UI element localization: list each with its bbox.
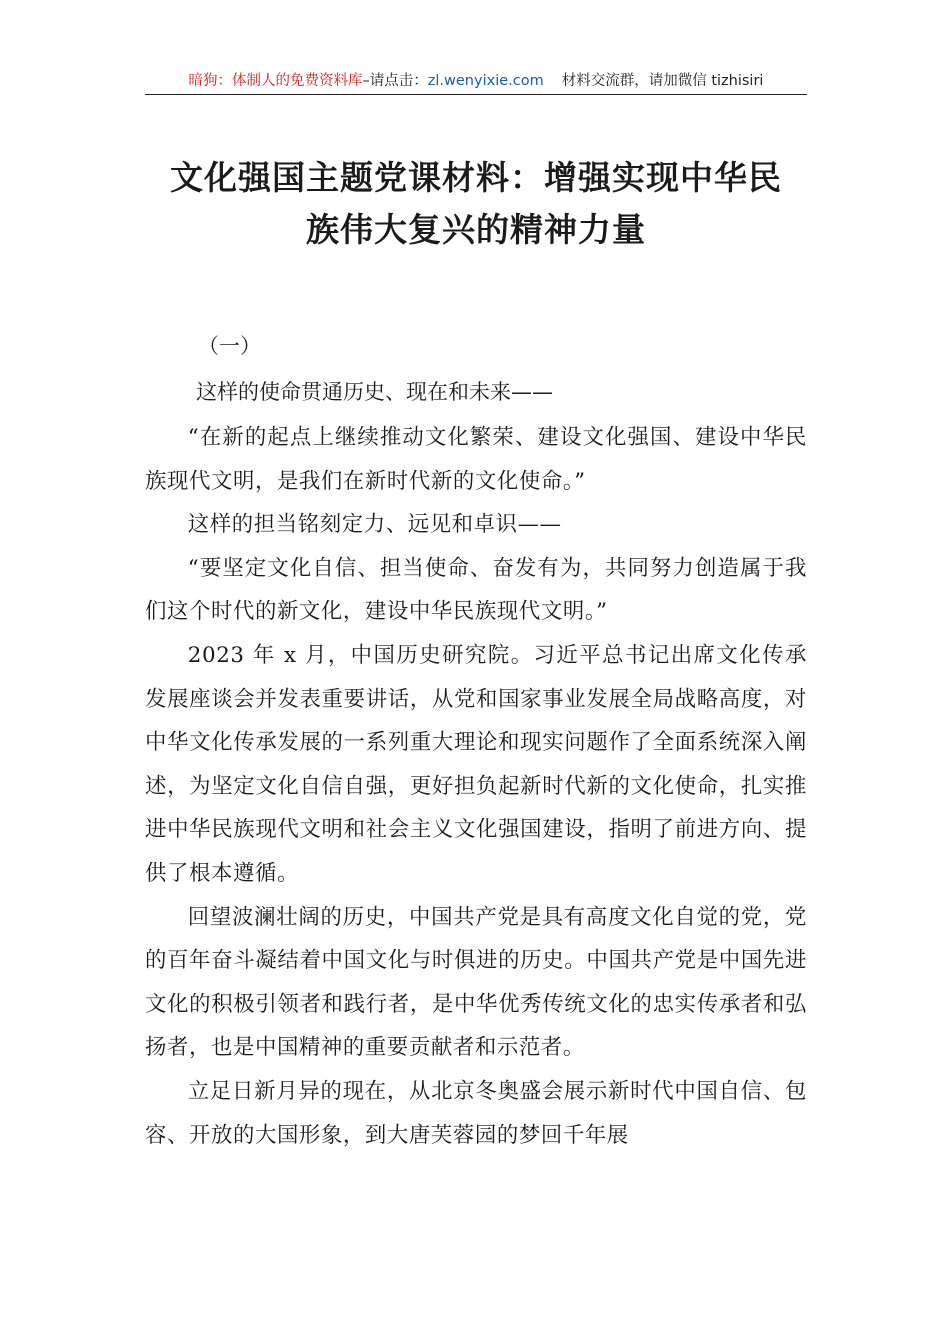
header-url-link[interactable]: zl.wenyixie.com: [427, 73, 544, 89]
paragraph-3: “要坚定文化自信、担当使命、奋发有为，共同努力创造属于我们这个时代的新文化，建设中华民族现代文明。”: [145, 555, 807, 625]
header-contact: 材料交流群，请加微信 tizhisiri: [561, 73, 764, 89]
header-brand: 暗狗：体制人的免费资料库: [188, 73, 363, 89]
section-number: （一）: [198, 334, 261, 358]
title-line-1: 文化强国主题党课材料：增强实现中华民: [170, 158, 782, 197]
section-lead: 这样的使命贯通历史、现在和未来——: [196, 380, 553, 404]
paragraph-5: 回望波澜壮阔的历史，中国共产党是具有高度文化自觉的党，党的百年奋斗凝结着中国文化与时俱进的历史。中国共产党是中国先进文化的积极引领者和践行者，是中华优秀传统文化的忠实传承者和弘扬者，也是中国精神的重要贡献者和示范者。: [145, 904, 807, 1061]
paragraph-1: “在新的起点上继续推动文化繁荣、建设文化强国、建设中华民族现代文明，是我们在新时代新的文化使命。”: [145, 425, 807, 494]
document-title: [145, 152, 807, 256]
header-prompt: –请点击：: [362, 73, 428, 89]
paragraph-6: 立足日新月异的现在，从北京冬奥盛会展示新时代中国自信、包容、开放的大国形象，到大唐芙蓉园的梦回千年展: [145, 1078, 807, 1148]
paragraph-4: 2023 年 x 月，中国历史研究院。习近平总书记出席文化传承发展座谈会并发表重要讲话，从党和国家事业发展全局战略高度，对中华文化传承发展的一系列重大理论和现实问题作了全面系统深入阐述，为坚定文化自信自强，更好担负起新时代新的文化使命，扎实推进中华民族现代文明和社会主义文化强国建设，指明了前进方向、提供了根本遵循。: [145, 642, 807, 886]
title-line-2: 族伟大复兴的精神力量: [306, 210, 646, 249]
document-body: [145, 416, 807, 1157]
page-header: [145, 68, 807, 95]
paragraph-2: 这样的担当铭刻定力、远见和卓识——: [187, 512, 562, 538]
